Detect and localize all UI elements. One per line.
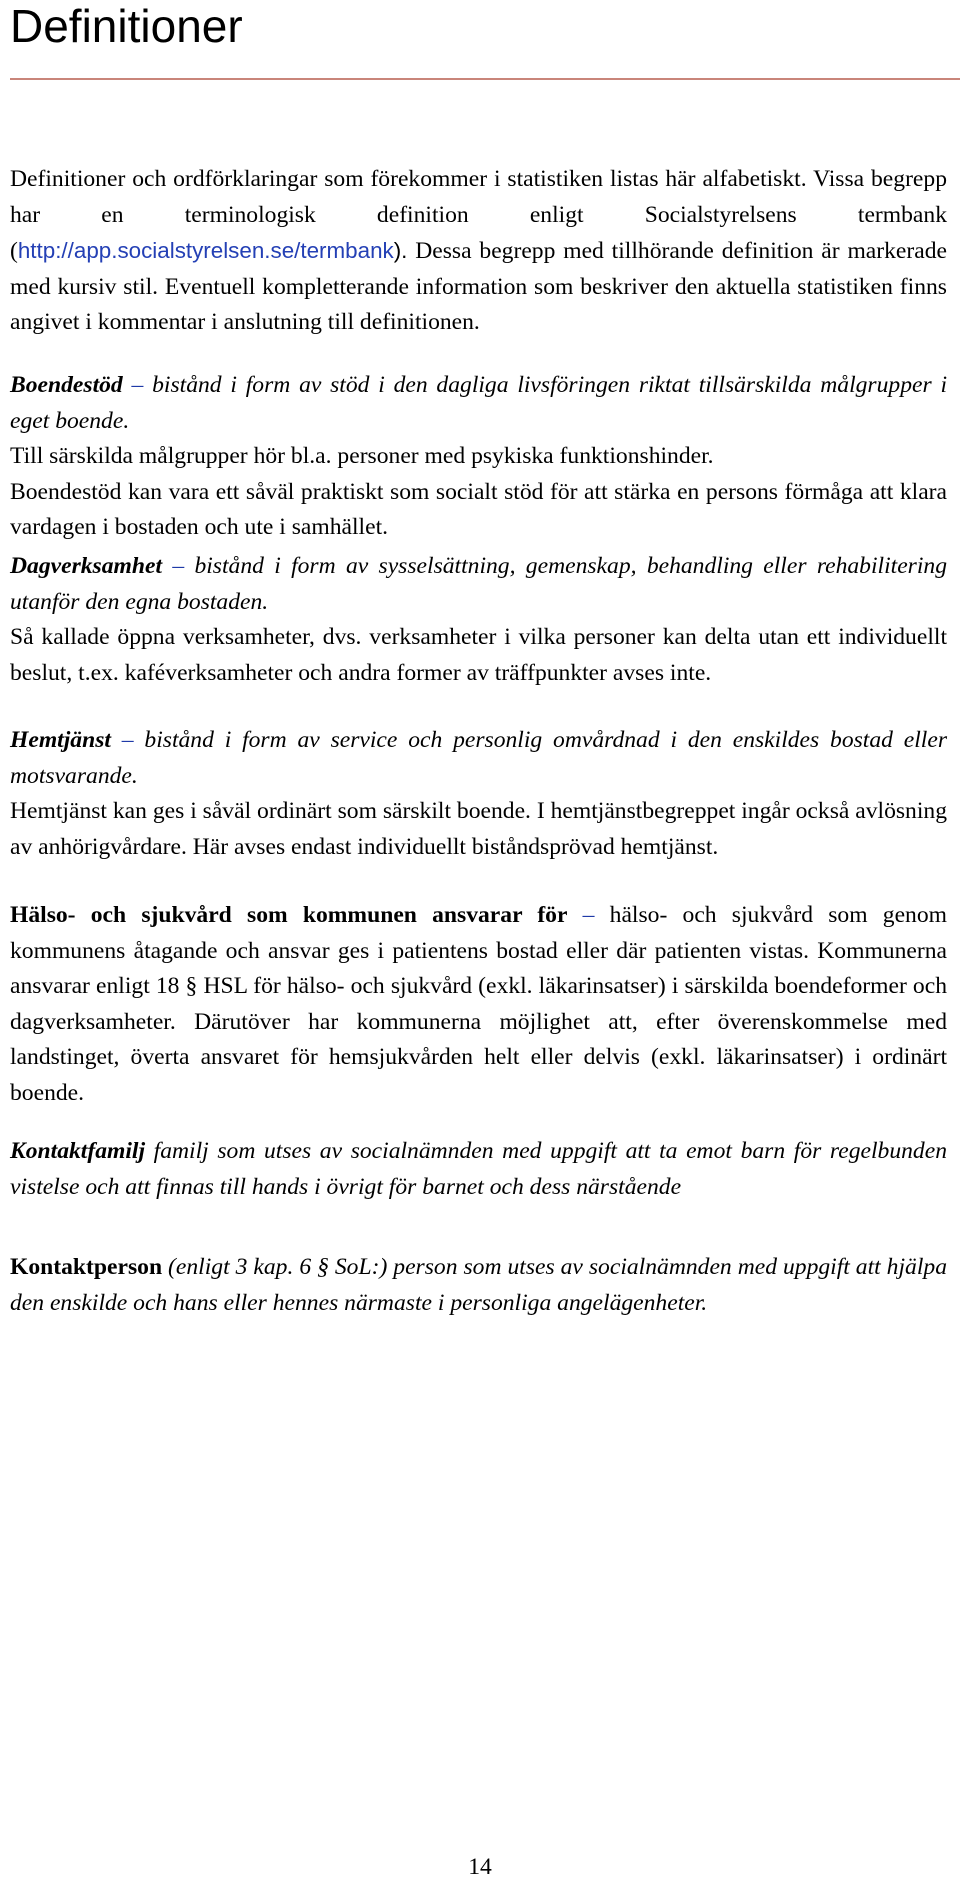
page-title: Definitioner: [10, 0, 243, 52]
term-definition: familj som utses av socialnämnden med uppgift att ta emot barn för regelbunden vistelse och att finnas till hands i övrigt för barnet och dess närstående: [10, 1138, 947, 1200]
page-number: 14: [468, 1854, 492, 1880]
term-definition: hälso- och sjukvård som genom kommunens åtagande och ansvar ges i patientens bostad eller där patienten vistas. Kommunerna ansvarar enligt 18 § HSL för hälso- och sjukvård (exkl. läkarinsatser) i särskilda boendeformer och dagverksamheter. Därutöver har kommunerna möjlighet att, efter överenskommelse med landstinget, överta ansvaret för hemsjukvården helt eller delvis (exkl. läkarinsatser) i ordinärt boende.: [10, 902, 947, 1106]
entry-hemtjanst: [10, 723, 947, 865]
term-comment: Boendestöd kan vara ett såväl praktiskt som socialt stöd för att stärka en persons förmåga att klara vardagen i bostaden och ute i samhället.: [10, 478, 947, 540]
intro-link-close: ).: [393, 238, 408, 263]
intro-text-cont: Dessa begrepp med tillhörande definition är markerade med kursiv stil. Eventuell kompletterande information som beskriver den aktuella statistiken finns angivet i kommentar i anslutning till definitionen.: [10, 238, 947, 335]
term-label: Dagverksamhet: [10, 553, 163, 579]
term-comment: Så kallade öppna verksamheter, dvs. verksamheter i vilka personer kan delta utan ett individuellt beslut, t.ex. kaféverksamheter och andra former av träffpunkter avses inte.: [10, 624, 947, 686]
term-dash: –: [122, 372, 153, 398]
term-label: Kontaktfamilj: [10, 1138, 146, 1164]
entry-kontaktperson: [10, 1250, 947, 1321]
term-label: Hälso- och sjukvård som kommunen ansvarar för: [10, 902, 568, 928]
term-definition: bistånd i form av sysselsättning, gemenskap, behandling eller rehabilitering utanför den egna bostaden.: [10, 553, 948, 615]
term-label: Kontaktperson: [10, 1254, 163, 1280]
term-dash: –: [162, 553, 195, 579]
title-underline: [10, 78, 960, 80]
term-dash: –: [567, 902, 610, 928]
term-comment: Till särskilda målgrupper hör bl.a. personer med psykiska funktionshinder.: [10, 443, 714, 469]
term-label: Hemtjänst: [10, 727, 111, 753]
entry-dagverksamhet: [10, 549, 947, 691]
termbank-link[interactable]: http://app.socialstyrelsen.se/termbank: [17, 238, 394, 263]
entry-halso-sjukvard: [10, 898, 947, 1111]
term-definition: bistånd i form av stöd i den dagliga livsföringen riktat tillsärskilda målgrupper i eget boende.: [10, 372, 947, 434]
intro-paragraph: [10, 162, 947, 341]
term-label: Boendestöd: [10, 372, 123, 398]
term-definition: (enligt 3 kap. 6 § SoL:) person som utses av socialnämnden med uppgift att hjälpa den enskilde och hans eller hennes närmaste i personliga angelägenheter.: [10, 1254, 947, 1316]
entry-kontaktfamilj: [10, 1134, 947, 1205]
term-dash: –: [110, 727, 145, 753]
entry-boendestod: [10, 368, 947, 546]
term-definition: bistånd i form av service och personlig omvårdnad i den enskildes bostad eller motsvarande.: [10, 727, 948, 789]
term-comment: Hemtjänst kan ges i såväl ordinärt som särskilt boende. I hemtjänstbegreppet ingår också avlösning av anhörigvårdare. Här avses endast individuellt biståndsprövad hemtjänst.: [10, 798, 947, 860]
intro-text: Definitioner och ordförklaringar som förekommer i statistiken listas här alfabetiskt. Vissa begrepp har en terminologisk definition enligt Socialstyrelsens termbank (: [10, 166, 947, 264]
